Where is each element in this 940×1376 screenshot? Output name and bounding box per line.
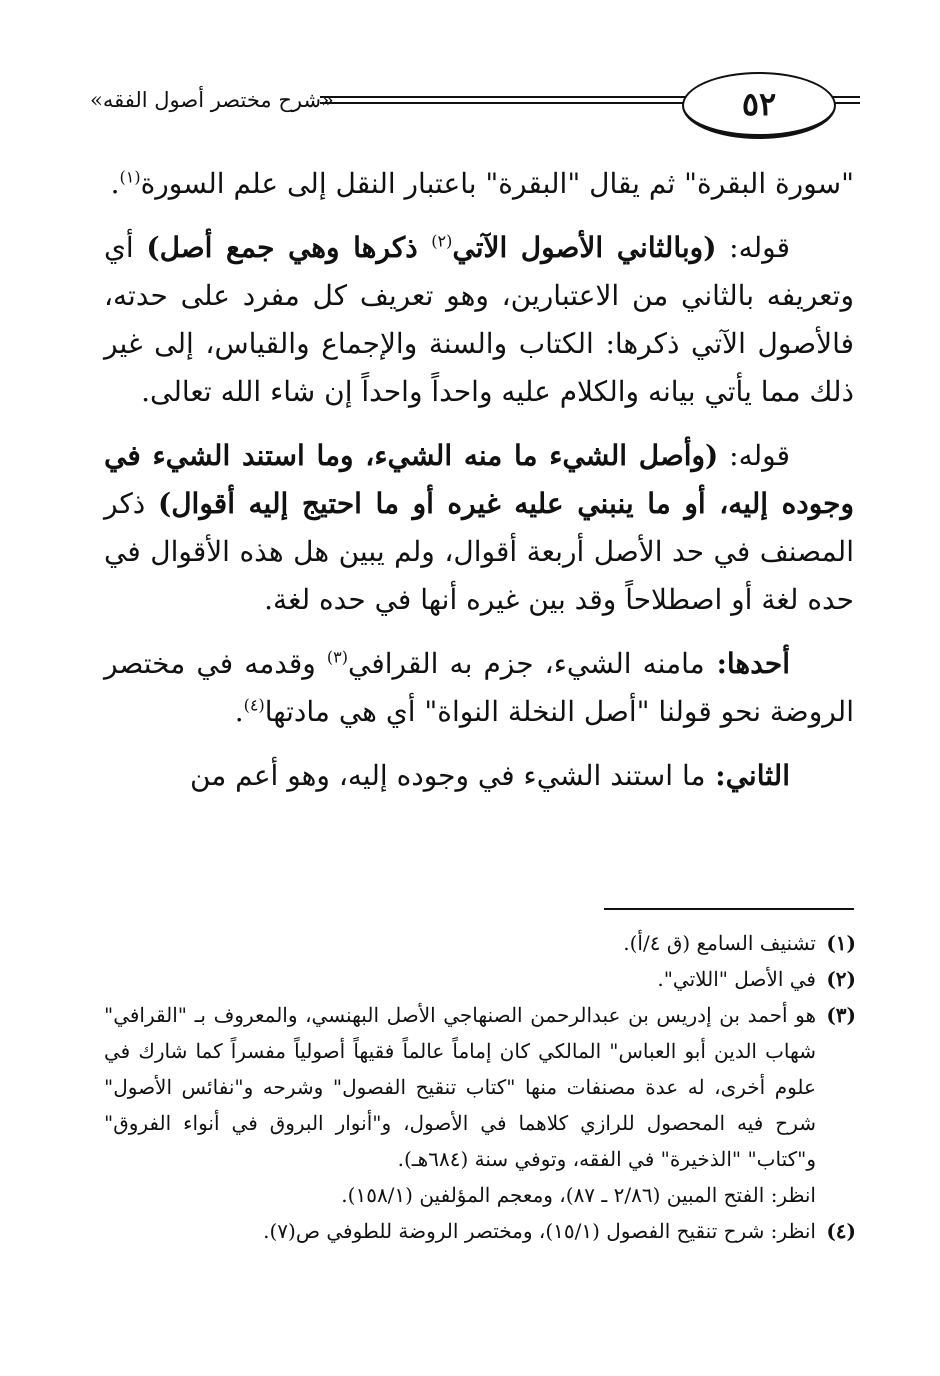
footnote-4: (٤) انظر: شرح تنقيح الفصول (١٥/١)، ومختصر الروضة للطوفي ص(٧). — [263, 1219, 856, 1243]
footnote-ref-1[interactable]: (١) — [119, 167, 141, 187]
paragraph-1: "سورة البقرة" ثم يقال "البقرة" باعتبار النقل إلى علم السورة$^{(١)}$. — [110, 167, 854, 200]
footnote-3-reference: انظر: الفتح المبين (٢/٨٦ ـ ٨٧)، ومعجم المؤلفين (١٥٨/١). — [341, 1183, 816, 1207]
running-title: «شرح مختصر أصول الفقه» — [90, 88, 334, 112]
paragraph-4: أحدها: مامنه الشيء، جزم به القرافي$^{(٣)}$ وقدمه في مختصر الروضة نحو قولنا "أصل النخلة النواة" أي هي مادتها$^{(٤)}$. — [104, 647, 854, 728]
footnote-2: (٢) في الأصل "اللاتي". — [657, 967, 856, 991]
footnote-ref-4[interactable]: (٤) — [243, 695, 265, 715]
page-number: ٥٢ — [682, 72, 836, 139]
footnote-1: (١) تشنيف السامع (ق ٤/أ). — [623, 931, 856, 955]
header-rule-left — [320, 96, 688, 104]
page-header — [70, 60, 860, 150]
footnote-ref-2[interactable]: (٢) — [431, 231, 453, 251]
footnotes — [104, 925, 856, 1249]
main-text — [104, 160, 854, 816]
paragraph-5: الثاني: ما استند الشيء في وجوده إليه، وهو أعم من — [189, 759, 790, 792]
paragraph-2: قوله: (وبالثاني الأصول الآتي$^{(٢)}$ ذكرها وهي جمع أصل) أي وتعريفه بالثاني من الاعتبارين، وهو تعريف كل مفرد على حدته، فالأصول الآتي ذكرها: الكتاب والسنة والإجماع والقياس، إلى غير ذلك مما يأتي بيانه والكلام عليه واحداً واحداً إن شاء الله تعالى. — [104, 231, 854, 408]
footnote-ref-3[interactable]: (٣) — [326, 647, 349, 667]
paragraph-3: قوله: (وأصل الشيء ما منه الشيء، وما استند الشيء في وجوده إليه، أو ما ينبني عليه غيره أو ما احتيج إليه أقوال) ذكر المصنف في حد الأصل أربعة أقوال، ولم يبين هل هذه الأقوال في حده لغة أو اصطلاحاً وقد بين غيره أنها في حده لغة. — [104, 439, 854, 616]
footnote-3: (٣) هو أحمد بن إدريس بن عبدالرحمن الصنهاجي الأصل البهنسي، والمعروف بـ "القرافي" شهاب الدين أبو العباس" المالكي كان إماماً عالماً فقيهاً أصولياً مفسراً كما شارك في علوم أخرى، له عدة مصنفات منها "كتاب تنقيح الفصول" وشرحه و"نفائس الأصول" شرح فيه المحصول للرازي كلاهما في الأصول، و"أنوار البروق في أنواء الفروق" و"كتاب" "الذخيرة" في الفقه، وتوفي سنة (٦٨٤هـ). — [104, 1003, 856, 1171]
footnote-separator — [604, 908, 854, 910]
